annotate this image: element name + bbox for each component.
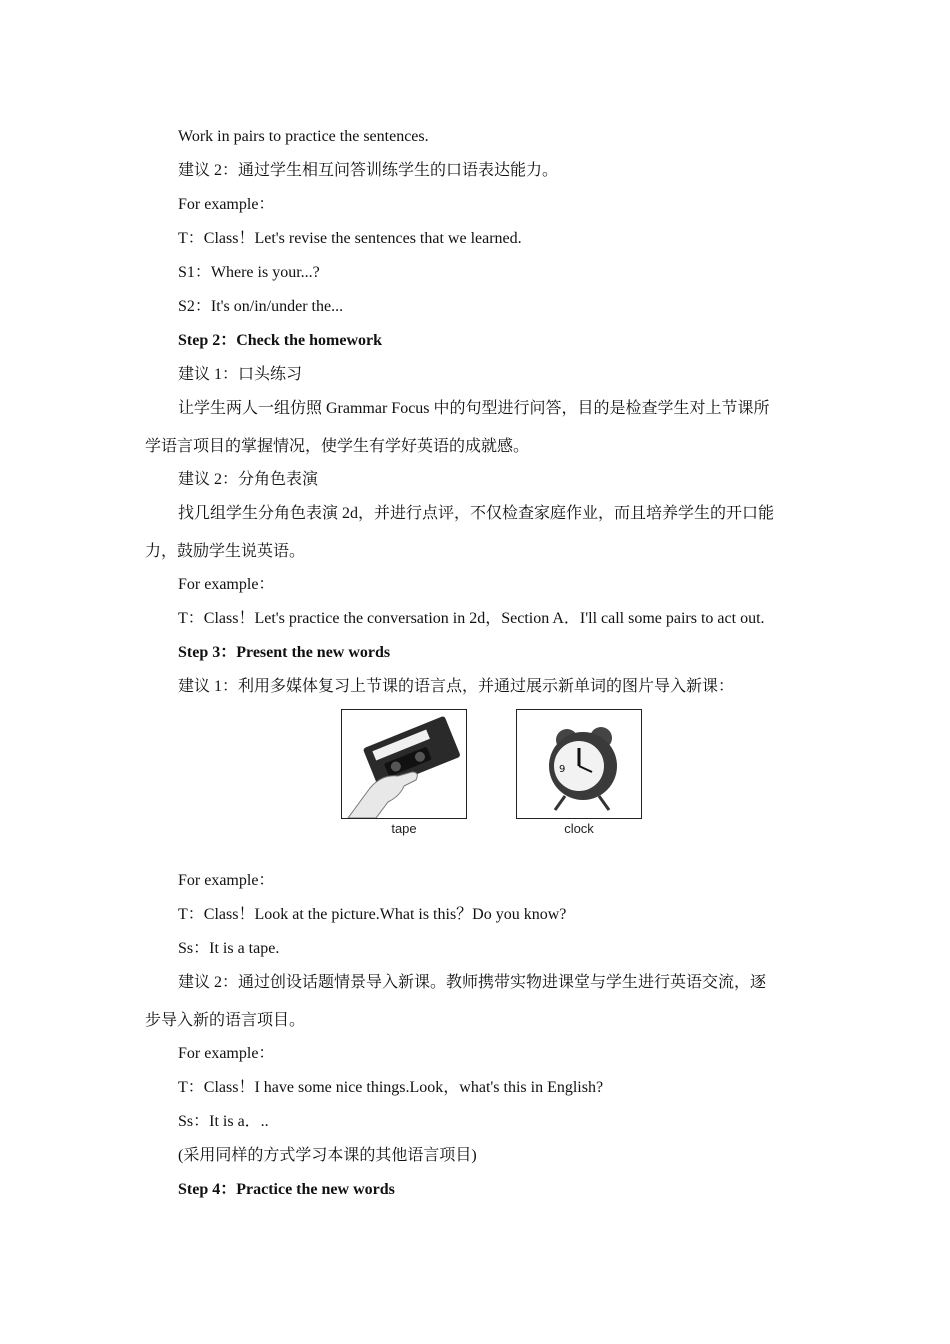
suggestion: 建议 2：通过学生相互问答训练学生的口语表达能力。	[178, 162, 559, 179]
svg-text:9: 9	[559, 764, 566, 775]
dialogue-line: T：Class！Let's revise the sentences that we learned.	[178, 230, 522, 247]
step-heading: Step 4：Practice the new words	[178, 1181, 395, 1198]
step-heading: Step 2：Check the homework	[178, 332, 382, 349]
dialogue-line: S1：Where is your...?	[178, 264, 320, 281]
paragraph: Work in pairs to practice the sentences.	[178, 128, 429, 145]
clock-image	[516, 709, 642, 819]
suggestion: 建议 1：口头练习	[178, 366, 303, 383]
paragraph: 让学生两人一组仿照 Grammar Focus 中的句型进行问答，目的是检查学生对上节课所	[178, 400, 770, 417]
paragraph-continuation: 力，鼓励学生说英语。	[145, 543, 306, 560]
example-label: For example：	[178, 1045, 275, 1062]
clock-caption: clock	[564, 821, 594, 836]
tape-caption: tape	[391, 821, 417, 836]
paragraph-continuation: 学语言项目的掌握情况，使学生有学好英语的成就感。	[145, 438, 530, 455]
dialogue-line: Ss：It is a．..	[178, 1113, 269, 1130]
paragraph: 找几组学生分角色表演 2d，并进行点评，不仅检查家庭作业，而且培养学生的开口能	[178, 505, 775, 522]
example-label: For example：	[178, 576, 275, 593]
dialogue-line: S2：It's on/in/under the...	[178, 298, 344, 315]
dialogue-line: T：Class！Look at the picture.What is this？Do you know?	[178, 906, 567, 923]
example-label: For example：	[178, 196, 275, 213]
tape-image	[341, 709, 467, 819]
suggestion: 建议 2：通过创设话题情景导入新课。教师携带实物进课堂与学生进行英语交流，逐	[178, 974, 767, 991]
dialogue-line: T：Class！Let's practice the conversation in 2d，Section A．I'll call some pairs to act out.	[178, 610, 765, 627]
paragraph-continuation: 步导入新的语言项目。	[145, 1012, 306, 1029]
dialogue-line: T：Class！I have some nice things.Look，what's this in English?	[178, 1079, 604, 1096]
suggestion: 建议 2：分角色表演	[178, 471, 319, 488]
step-heading: Step 3：Present the new words	[178, 644, 391, 661]
suggestion: 建议 1：利用多媒体复习上节课的语言点，并通过展示新单词的图片导入新课：	[178, 678, 735, 695]
example-label: For example：	[178, 872, 275, 889]
paragraph: (采用同样的方式学习本课的其他语言项目)	[178, 1147, 477, 1164]
dialogue-line: Ss：It is a tape.	[178, 940, 280, 957]
